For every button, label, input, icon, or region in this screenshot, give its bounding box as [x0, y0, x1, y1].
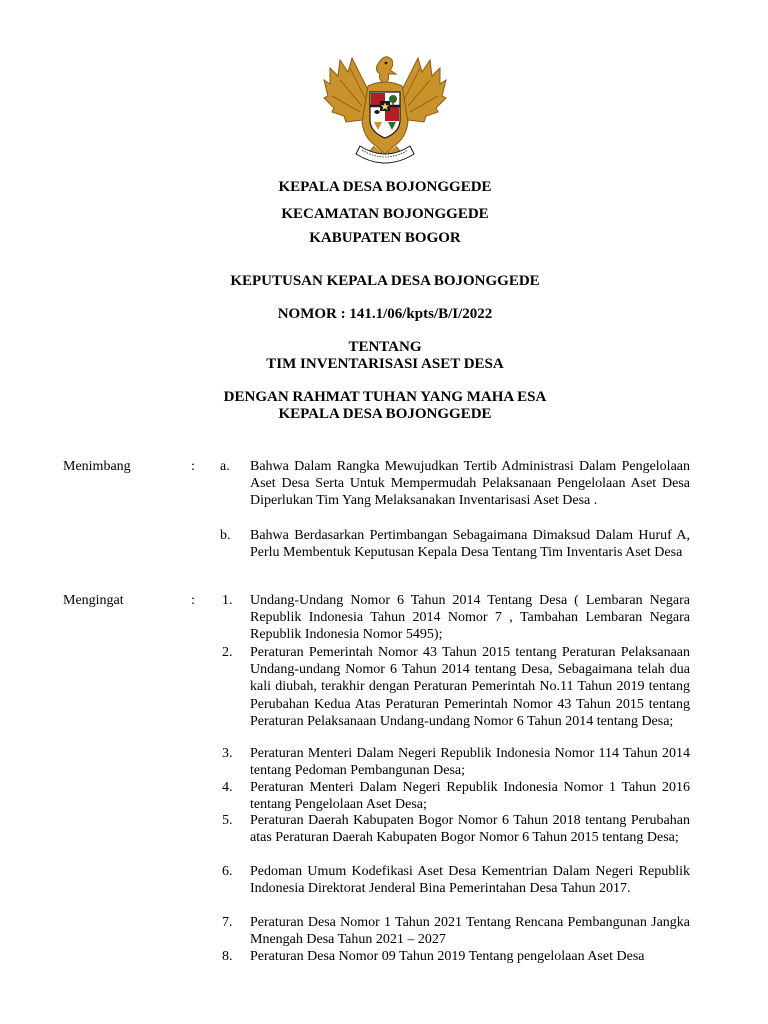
pancasila-shield	[370, 92, 400, 138]
blessing-line-2: KEPALA DESA BOJONGGEDE	[278, 406, 492, 422]
mengingat-item-text: Peraturan Pemerintah Nomor 43 Tahun 2015 tentang Peraturan Pelaksanaan Undang-undang Nomor 6 Tahun 2014 tentang Desa, Sebagaimana telah dua kali diubah, terakhir dengan Peraturan Pemerintah No.11 Tahun 2019 tentang Perubahan Kedua Atas Peraturan Pemerintah Nomor 43 Tahun 2015 tentang Peraturan Pelaksanaan Undang-undang Nomor 6 Tahun 2014 tentang Desa;	[250, 645, 690, 729]
mengingat-label: Mengingat	[63, 593, 124, 608]
menimbang-item-text: Bahwa Dalam Rangka Mewujudkan Tertib Administrasi Dalam Pengelolaan Aset Desa Serta Untuk Mempermudah Pelaksanaan Pengelolaan Aset Desa Diperlukan Tim Yang Melaksanakan Inventarisasi Aset Desa .	[250, 459, 690, 509]
list-marker: 5.	[222, 813, 233, 828]
garuda-head	[376, 57, 396, 84]
list-marker: 2.	[222, 645, 233, 660]
decree-number: NOMOR : 141.1/06/kpts/B/I/2022	[277, 306, 493, 322]
list-marker: 6.	[222, 864, 233, 879]
header-line-1: KEPALA DESA BOJONGGEDE	[278, 179, 492, 195]
list-marker: 8.	[222, 949, 233, 964]
list-marker: b.	[220, 528, 231, 543]
mengingat-item-text: Peraturan Desa Nomor 1 Tahun 2021 Tentang Rencana Pembangunan Jangka Mnengah Desa Tahun 2021 – 2027	[250, 915, 690, 948]
mengingat-item-text: Peraturan Menteri Dalam Negeri Republik Indonesia Nomor 1 Tahun 2016 tentang Pengelolaan Aset Desa;	[250, 780, 690, 813]
menimbang-label: Menimbang	[63, 459, 131, 474]
header-line-3: KABUPATEN BOGOR	[309, 230, 461, 246]
mengingat-item-text: Peraturan Daerah Kabupaten Bogor Nomor 6 Tahun 2018 tentang Perubahan atas Peraturan Daerah Kabupaten Bogor Nomor 6 Tahun 2015 tentang Desa;	[250, 813, 690, 846]
mengingat-item-text: Peraturan Desa Nomor 09 Tahun 2019 Tentang pengelolaan Aset Desa	[250, 949, 645, 964]
decree-about-subject: TIM INVENTARISASI ASET DESA	[266, 356, 504, 372]
mengingat-item-text: Undang-Undang Nomor 6 Tahun 2014 Tentang Desa ( Lembaran Negara Republik Indonesia Tahun 2014 Nomor 7 , Tambahan Lembaran Negara Republik Indonesia Nomor 5495);	[250, 593, 690, 643]
decree-about-label: TENTANG	[348, 339, 422, 355]
list-marker: a.	[220, 459, 230, 474]
header-line-2: KECAMATAN BOJONGGEDE	[281, 206, 489, 222]
garuda-pancasila-emblem	[322, 50, 448, 168]
list-marker: 7.	[222, 915, 233, 930]
list-marker: 4.	[222, 780, 233, 795]
mengingat-item-text: Peraturan Menteri Dalam Negeri Republik Indonesia Nomor 114 Tahun 2014 tentang Pedoman Pembangunan Desa;	[250, 746, 690, 779]
mengingat-colon: :	[191, 593, 195, 608]
menimbang-colon: :	[191, 459, 195, 474]
decree-title: KEPUTUSAN KEPALA DESA BOJONGGEDE	[230, 273, 540, 289]
blessing-line-1: DENGAN RAHMAT TUHAN YANG MAHA ESA	[223, 389, 547, 405]
menimbang-item-text: Bahwa Berdasarkan Pertimbangan Sebagaimana Dimaksud Dalam Huruf A, Perlu Membentuk Keputusan Kepala Desa Tentang Tim Inventaris Aset Desa	[250, 528, 690, 561]
mengingat-item-text: Pedoman Umum Kodefikasi Aset Desa Kementrian Dalam Negeri Republik Indonesia Direktorat Jenderal Bina Pemerintahan Desa Tahun 2017.	[250, 864, 690, 897]
list-marker: 1.	[222, 593, 233, 608]
list-marker: 3.	[222, 746, 233, 761]
